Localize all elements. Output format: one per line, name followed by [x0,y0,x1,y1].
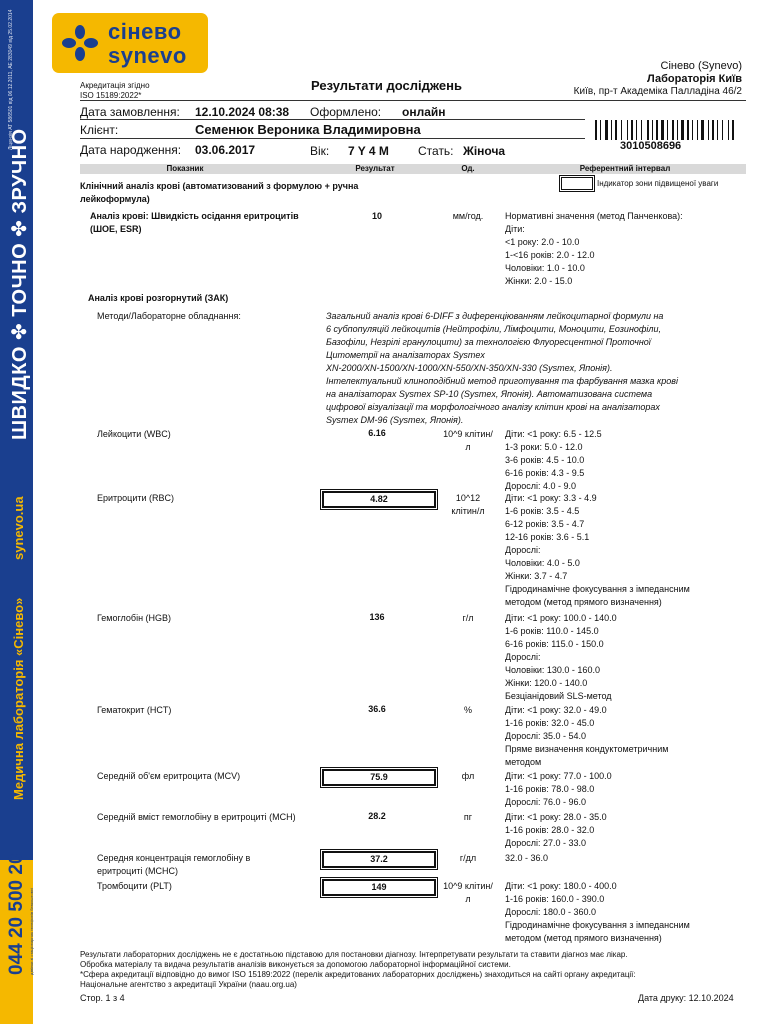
barcode-bar [708,120,709,140]
test-result: 6.16 [368,428,386,438]
ref-line: Дорослі: 4.0 - 9.0 [505,481,576,491]
test-unit: г/л [462,613,474,623]
test-reference [505,492,690,609]
ref-line: Діти: <1 року: 32.0 - 49.0 [505,705,607,715]
attention-indicator-label: Індикатор зони підвищеної уваги [597,179,719,188]
barcode-bar [621,120,622,140]
barcode-bar [728,120,729,140]
method-line: Цитометрії на аналізаторах Sysmex [326,350,485,360]
disclaimer-line: Національне агентство з акредитації України (naau.org.ua) [80,980,297,989]
ref-line: Діти: <1 року: 100.0 - 140.0 [505,613,617,623]
ref-line: Діти: <1 року: 28.0 - 35.0 [505,812,607,822]
method-line: Базофіли, Незрілі гранулоцити) за технологією Флуоресцентної Проточної [326,337,651,347]
test-reference [505,612,617,703]
hotline-note: дзвінки зі стаціонарних телефонів безкоштовні [29,888,34,975]
ref-line: 1-16 років: 78.0 - 98.0 [505,784,595,794]
col-unit: Од. [461,164,475,173]
ref-line: <1 року: 2.0 - 10.0 [505,237,580,247]
barcode-bar [732,120,734,140]
ref-line: Безціанідовий SLS-метод [505,691,612,701]
company-name: Сінево (Synevo) [660,60,742,72]
test-result: 75.9 [322,769,436,786]
ref-line: 1-16 років: 32.0 - 45.0 [505,718,595,728]
ref-line: Діти: <1 року: 180.0 - 400.0 [505,881,617,891]
ref-line: Чоловіки: 1.0 - 10.0 [505,263,585,273]
method-line: 6 субпопуляцій лейкоцитів (Нейтрофіли, Лімфоцити, Моноцити, Еозинофіли, [326,324,661,334]
barcode-bar [656,120,658,140]
barcode-bar [627,120,628,140]
disclaimer-line: Результати лабораторних досліджень не є достатньою підставою для постановки діагнозу. Інтерпретувати результати та ставити діагноз має лікар. [80,950,628,959]
section-heading: Клінічний аналіз крові (автоматизований з формулою + ручна лейкоформула) [80,181,359,204]
ref-line: Діти: <1 року: 77.0 - 100.0 [505,771,612,781]
test-result: 136 [369,612,385,622]
test-name: Середній вміст гемоглобіну в еритроциті (MCH) [97,812,296,822]
ref-line: Пряме визначення кондуктометричним [505,744,669,754]
test-name: Гемоглобін (HGB) [97,613,172,623]
barcode-bar [631,120,633,140]
barcode-bar [600,120,601,140]
ref-line: Жінки: 3.7 - 4.7 [505,571,568,581]
disclaimer-line: *Сфера акредитації відповідно до вимог ISO 15189:2022 (перелік акредитованих лабораторних досліджень) знаходиться на сайті органу акредитації: [80,970,636,979]
method-description [326,310,706,427]
ref-line: Жінки: 2.0 - 15.0 [505,276,573,286]
method-label: Методи/Лабораторне обладнання: [97,311,241,321]
barcode-bar [661,120,664,140]
barcode-bar [615,120,617,140]
print-date: Дата друку: 12.10.2024 [638,993,734,1003]
logo-text-latin: synevo [108,43,187,68]
barcode-bar [652,120,653,140]
test-reference [505,704,668,769]
ref-line: методом (метод прямого визначення) [505,933,662,943]
ref-line: 6-16 років: 115.0 - 150.0 [505,639,604,649]
section-heading-full-blood: Аналіз крові розгорнутий (ЗАК) [88,293,229,303]
test-unit-esr: мм/год. [452,211,484,221]
barcode-bar [667,120,668,140]
test-unit: фл [461,771,475,781]
ref-line: Чоловіки: 130.0 - 160.0 [505,665,600,675]
barcode-bar [677,120,678,140]
sex-value: Жіноча [463,144,506,158]
barcode-icon [595,120,743,140]
ref-line: Дорослі: [505,652,541,662]
test-reference [505,852,548,865]
barcode-bar [687,120,689,140]
ref-line: 12-16 років: 3.6 - 5.1 [505,532,590,542]
ref-line: 3-6 років: 4.5 - 10.0 [505,455,585,465]
barcode-bar [636,120,637,140]
ref-line: Дорослі: 27.0 - 33.0 [505,838,586,848]
ref-line: 6-12 років: 3.5 - 4.7 [505,519,585,529]
ref-line: Чоловіки: 4.0 - 5.0 [505,558,580,568]
barcode-bar [697,120,698,140]
divider [80,119,585,120]
age-label: Вік: [310,144,330,158]
age-value: 7 Y 4 M [348,144,389,158]
col-result: Результат [355,164,395,173]
ref-line: 6-16 років: 4.3 - 9.5 [505,468,585,478]
issued-label: Оформлено: [310,105,382,119]
lab-address: Київ, пр-т Академіка Палладіна 46/2 [573,86,742,97]
ref-line: методом (метод прямого визначення) [505,597,662,607]
test-unit: 10^12 клітин/л [451,493,485,516]
barcode-bar [722,120,723,140]
test-name-esr: Аналіз крові: Швидкість осідання еритроцитів (ШОЕ, ESR) [90,211,299,234]
lab-name: Лабораторія Київ [646,73,742,85]
barcode-bar [672,120,674,140]
ref-line: Гідродинамічне фокусування з імпедансним [505,920,690,930]
barcode-bar [595,120,597,140]
ref-line: Нормативні значення (метод Панченкова): [505,211,683,221]
results-table-header [80,164,746,174]
logo-text-cyrillic: сінево [108,19,182,44]
ref-line: Дорослі: 180.0 - 360.0 [505,907,597,917]
test-unit: 10^9 клітин/л [443,881,493,904]
divider [80,100,746,101]
test-reference [505,811,607,850]
ref-line: Діти: <1 року: 3.3 - 4.9 [505,493,597,503]
ref-line: 1-<16 років: 2.0 - 12.0 [505,250,595,260]
test-result: 149 [322,879,436,896]
synevo-logo [52,13,208,73]
test-name: Лейкоцити (WBC) [97,429,171,439]
test-result: 36.6 [368,704,386,714]
barcode-bar [647,120,649,140]
ref-line: 1-6 років: 110.0 - 145.0 [505,626,599,636]
ref-line: 32.0 - 36.0 [505,853,549,863]
order-date-label: Дата замовлення: [80,105,180,119]
slogan: ШВИДКО ✤ ТОЧНО ✤ ЗРУЧНО [9,128,31,440]
birth-date-label: Дата народження: [80,143,182,157]
issued-value: онлайн [402,105,446,119]
ref-line: 1-3 роки: 5.0 - 12.0 [505,442,583,452]
test-reference [505,880,690,945]
ref-line: Дорослі: 35.0 - 54.0 [505,731,586,741]
method-line: Загальний аналіз крові 6-DIFF з диференціюванням лейкоцитарної формули на [326,311,664,321]
client-label: Клієнт: [80,123,119,137]
ref-line: Дорослі: [505,545,541,555]
barcode-number: 3010508696 [620,140,682,152]
ref-line: 1-6 років: 3.5 - 4.5 [505,506,580,516]
page-number: Стор. 1 з 4 [80,993,125,1003]
method-line: Sysmex DM-96 (Sysmex, Японія). [326,415,464,425]
license-text: Ліцензія АТ 586501 від 06.12.2011, АЕ 283049 від 25.02.2014 [8,9,14,150]
test-result: 28.2 [368,811,386,821]
ref-line: Жінки: 120.0 - 140.0 [505,678,588,688]
test-unit: % [463,705,472,715]
ref-line: 1-16 років: 28.0 - 32.0 [505,825,595,835]
test-reference [505,428,602,493]
method-line: цифрової візуалізації та морфологічного аналізу клітин крові на аналізаторах [326,402,660,412]
test-unit: г/дл [459,853,477,863]
test-result-esr: 10 [371,211,382,221]
method-line: Інтелектуальний клиноподібний метод приготування та фарбування мазка крові [326,376,678,386]
barcode-bar [611,120,612,140]
test-unit: пг [463,812,473,822]
ref-line: Діти: [505,224,525,234]
col-indicator: Показник [166,164,204,173]
ref-line: методом [505,757,542,767]
method-line: на аналізаторах Sysmex SP-10 (Sysmex, Японія). Автоматизована система [326,389,653,399]
disclaimer-line: Обробка матеріалу та видача результатів аналізів виконується за допомогою лабораторної інформаційної системи. [80,960,511,969]
ref-line: 1-16 років: 160.0 - 390.0 [505,894,605,904]
test-result: 37.2 [322,851,436,868]
birth-date-value: 03.06.2017 [195,143,256,157]
ref-line: Дорослі: 76.0 - 96.0 [505,797,586,807]
barcode-bar [681,120,684,140]
order-date-value: 12.10.2024 08:38 [195,105,290,119]
sex-label: Стать: [418,144,454,158]
test-name: Тромбоцити (PLT) [97,881,172,891]
ref-line: Гідродинамічне фокусування з імпедансним [505,584,690,594]
test-name: Середній об'єм еритроцита (MCV) [97,771,241,781]
col-reference: Референтний інтервал [579,164,671,173]
method-line: XN-2000/XN-1500/XN-1000/XN-550/XN-350/XN-330 (Sysmex, Японія). [326,363,613,373]
divider [80,138,585,139]
test-name: Гематокрит (HCT) [97,705,172,715]
barcode-bar [712,120,714,140]
client-name: Семенюк Вероника Владимировна [195,122,421,137]
test-result: 4.82 [322,491,436,508]
barcode-bar [692,120,693,140]
page-title: Результати досліджень [311,78,462,93]
test-name: Середня концентрація гемоглобіну в еритроциті (MCHC) [97,853,251,876]
flower-logo-icon [62,25,98,61]
accreditation-label: Акредитація згідно [80,81,150,90]
test-reference-esr [505,210,683,288]
lab-brand-name: Медична лабораторія «Сінево» [11,597,26,800]
disclaimer [80,950,720,990]
barcode-bar [605,120,608,140]
barcode-bar [641,120,642,140]
barcode-bar [701,120,704,140]
test-reference [505,770,612,809]
website-link[interactable]: synevo.ua [11,496,26,560]
ref-line: Діти: <1 року: 6.5 - 12.5 [505,429,602,439]
barcode-bar [717,120,718,140]
hotline-phone[interactable]: 044 20 500 20 [6,853,27,975]
attention-indicator-sample [561,177,593,190]
test-name: Еритроцити (RBC) [97,493,174,503]
test-unit: 10^9 клітин/л [443,429,493,452]
accreditation-standard: ISO 15189:2022* [80,91,142,100]
